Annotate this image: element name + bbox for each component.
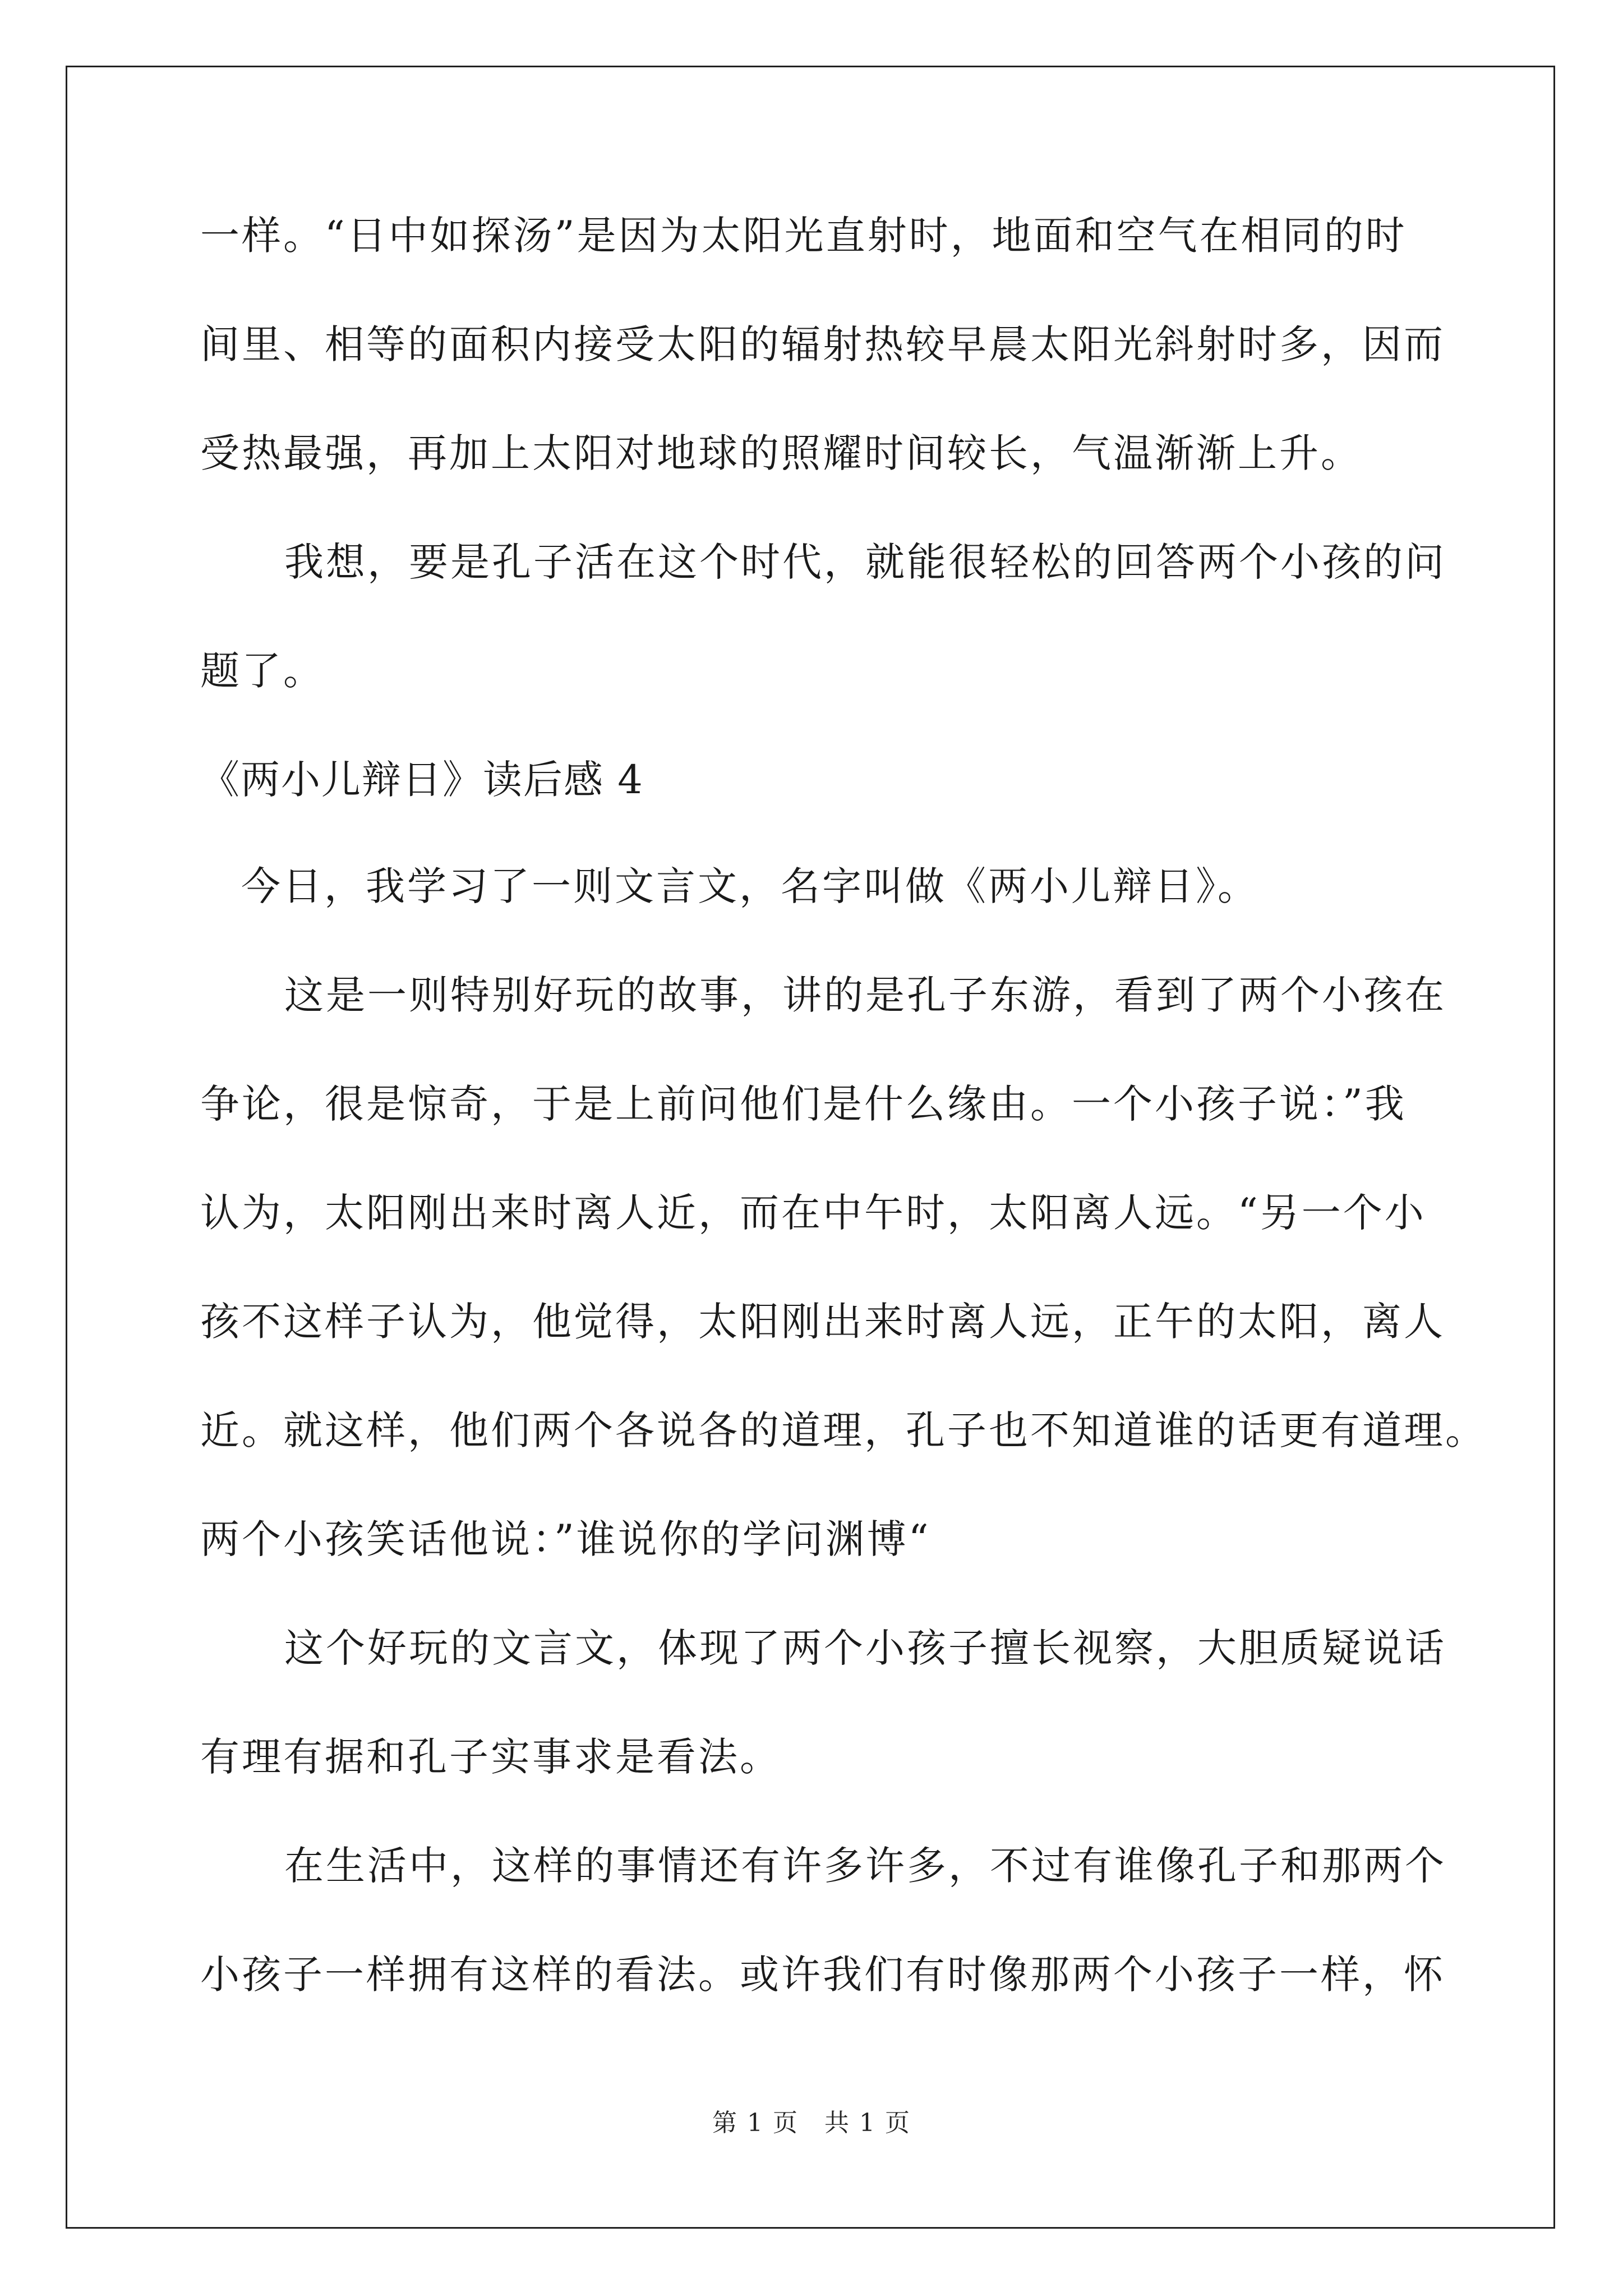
text-line: 小孩子一样拥有这样的看法。或许我们有时像那两个小孩子一样，怀: [200, 1952, 1445, 1998]
text-line: 两个小孩笑话他说：”谁说你的学问渊博“: [200, 1516, 931, 1562]
text-line: 认为，太阳刚出来时离人近，而在中午时，太阳离人远。“另一个小: [200, 1190, 1426, 1236]
text-line: 这个好玩的文言文，体现了两个小孩子擅长视察，大胆质疑说话: [284, 1625, 1446, 1671]
text-line: 这是一则特别好玩的故事，讲的是孔子东游，看到了两个小孩在: [284, 972, 1446, 1018]
text-line: 孩不这样子认为，他觉得，太阳刚出来时离人远，正午的太阳，离人: [200, 1299, 1445, 1345]
page-border: [66, 66, 1555, 2229]
text-line: 我想，要是孔子活在这个时代，就能很轻松的回答两个小孩的问: [284, 539, 1446, 585]
text-line: 争论，很是惊奇，于是上前问他们是什么缘由。一个小孩子说：”我: [200, 1081, 1407, 1127]
text-line: 有理有据和孔子实事求是看法。: [200, 1734, 781, 1780]
text-line: 受热最强，再加上太阳对地球的照耀时间较长，气温渐渐上升。: [200, 430, 1362, 476]
text-line: 在生活中，这样的事情还有许多许多，不过有谁像孔子和那两个: [284, 1843, 1446, 1889]
text-line: 一样。“日中如探汤”是因为太阳光直射时，地面和空气在相同的时: [200, 213, 1407, 259]
text-line: 间里、相等的面积内接受太阳的辐射热较早晨太阳光斜射时多，因而: [200, 321, 1445, 367]
page-footer: 第 1 页 共 1 页: [712, 2109, 911, 2137]
section-heading: 《两小儿辩日》读后感 4: [200, 757, 644, 803]
text-line: 题了。: [200, 648, 325, 694]
text-line: 近。就这样，他们两个各说各的道理，孔子也不知道谁的话更有道理。: [200, 1407, 1487, 1453]
text-line: 今日，我学习了一则文言文，名字叫做《两小儿辩日》。: [241, 863, 1259, 909]
